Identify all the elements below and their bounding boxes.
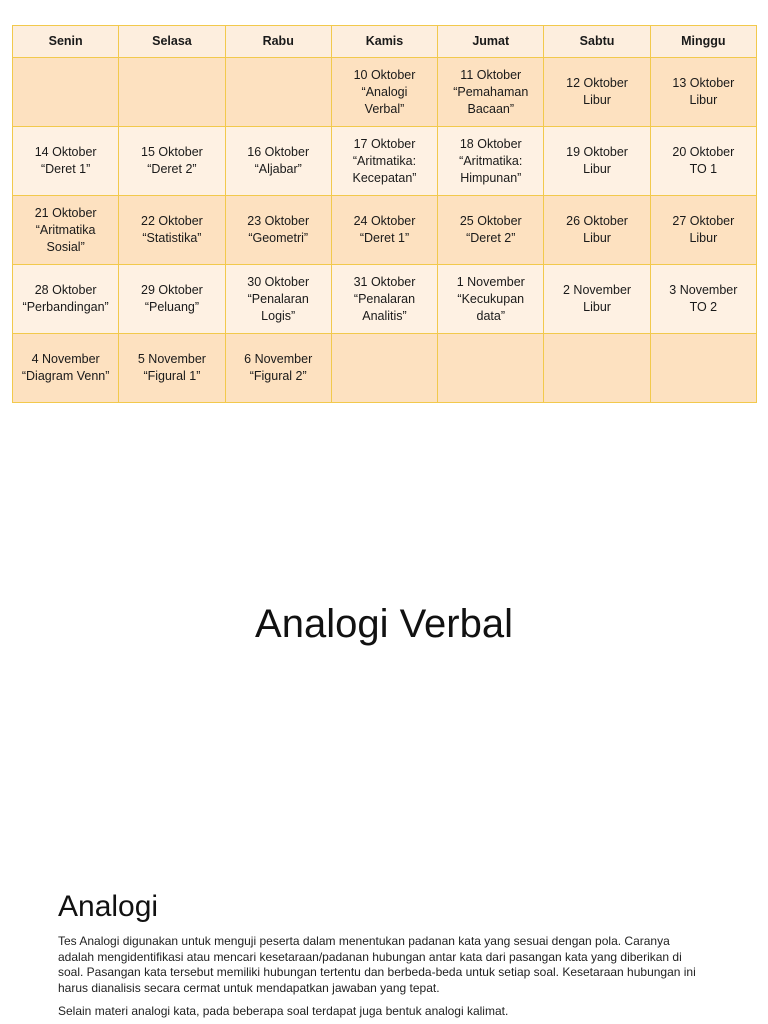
day-header: Kamis xyxy=(331,26,437,58)
schedule-cell: 22 Oktober “Statistika” xyxy=(119,196,225,265)
schedule-cell: 13 Oktober Libur xyxy=(650,58,756,127)
schedule-week-row xyxy=(13,58,757,127)
schedule-cell: 11 Oktober “Pemahaman Bacaan” xyxy=(438,58,544,127)
schedule-cell: 19 Oktober Libur xyxy=(544,127,650,196)
schedule-cell xyxy=(13,58,119,127)
schedule-cell: 26 Oktober Libur xyxy=(544,196,650,265)
schedule-cell: 27 Oktober Libur xyxy=(650,196,756,265)
schedule-week-row xyxy=(13,334,757,403)
day-header: Sabtu xyxy=(544,26,650,58)
day-header: Minggu xyxy=(650,26,756,58)
schedule-cell xyxy=(650,334,756,403)
schedule-header-row xyxy=(13,26,757,58)
schedule-cell: 30 Oktober “Penalaran Logis” xyxy=(225,265,331,334)
slide-title: Analogi Verbal xyxy=(255,602,513,646)
schedule-cell: 25 Oktober “Deret 2” xyxy=(438,196,544,265)
schedule-cell: 28 Oktober “Perbandingan” xyxy=(13,265,119,334)
schedule-cell: 15 Oktober “Deret 2” xyxy=(119,127,225,196)
schedule-cell xyxy=(331,334,437,403)
day-header: Jumat xyxy=(438,26,544,58)
schedule-cell: 17 Oktober “Aritmatika: Kecepatan” xyxy=(331,127,437,196)
schedule-cell: 24 Oktober “Deret 1” xyxy=(331,196,437,265)
schedule-cell: 12 Oktober Libur xyxy=(544,58,650,127)
day-header: Selasa xyxy=(119,26,225,58)
schedule-cell xyxy=(438,334,544,403)
schedule-cell: 2 November Libur xyxy=(544,265,650,334)
schedule-cell xyxy=(225,58,331,127)
schedule-week-row xyxy=(13,127,757,196)
schedule-cell xyxy=(544,334,650,403)
schedule-week-row xyxy=(13,196,757,265)
section-paragraph: Selain materi analogi kata, pada beberapa soal terdapat juga bentuk analogi kalimat. xyxy=(58,1004,509,1018)
day-header: Senin xyxy=(13,26,119,58)
schedule-cell: 20 Oktober TO 1 xyxy=(650,127,756,196)
schedule-cell: 14 Oktober “Deret 1” xyxy=(13,127,119,196)
schedule-cell: 5 November “Figural 1” xyxy=(119,334,225,403)
schedule-cell: 21 Oktober “Aritmatika Sosial” xyxy=(13,196,119,265)
schedule-week-row xyxy=(13,265,757,334)
section-heading: Analogi xyxy=(58,890,159,923)
schedule-cell: 3 November TO 2 xyxy=(650,265,756,334)
schedule-cell: 1 November “Kecukupan data” xyxy=(438,265,544,334)
schedule-cell: 4 November “Diagram Venn” xyxy=(13,334,119,403)
schedule-cell: 23 Oktober “Geometri” xyxy=(225,196,331,265)
schedule-cell: 29 Oktober “Peluang” xyxy=(119,265,225,334)
schedule-cell: 16 Oktober “Aljabar” xyxy=(225,127,331,196)
schedule-cell: 18 Oktober “Aritmatika: Himpunan” xyxy=(438,127,544,196)
section-paragraph: Tes Analogi digunakan untuk menguji peserta dalam menentukan padanan kata yang sesuai dengan pola. Caranya adalah mengidentifikasi atau mencari kesetaraan/padanan hubungan antar kata dari pasangan kata yang diberikan di soal. Pasangan kata tersebut memiliki hubungan tertentu dan berbeda-beda untuk setiap soal. Kesetaraan hubungan ini harus dianalisis secara cermat untuk mendapatkan jawaban yang tepat. xyxy=(58,934,696,995)
schedule-cell: 6 November “Figural 2” xyxy=(225,334,331,403)
schedule-table xyxy=(12,25,757,403)
schedule-cell: 31 Oktober “Penalaran Analitis” xyxy=(331,265,437,334)
day-header: Rabu xyxy=(225,26,331,58)
schedule-cell: 10 Oktober “Analogi Verbal” xyxy=(331,58,437,127)
schedule-cell xyxy=(119,58,225,127)
